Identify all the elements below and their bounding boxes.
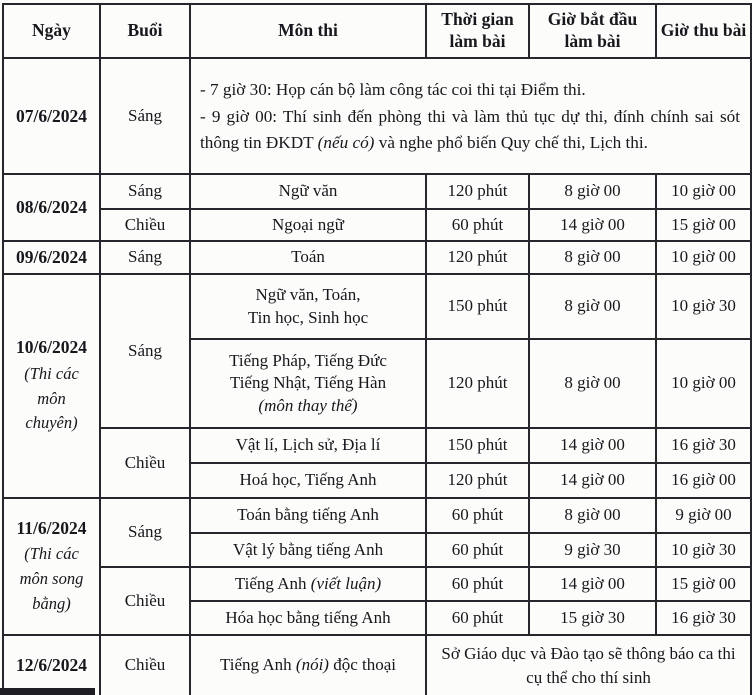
cell-duration: 60 phút [426,601,529,635]
row-10-6-pm1 [3,428,751,463]
cell-session-07-6: Sáng [100,58,190,174]
cell-date-08-6: 08/6/2024 [3,174,100,241]
cell-date-07-6: 07/6/2024 [3,58,100,174]
cell-collect: 10 giờ 00 [656,339,751,428]
cell-session: Sáng [100,241,190,274]
cell-start: 8 giờ 00 [529,174,656,209]
cell-collect: 9 giờ 00 [656,498,751,533]
cell-subject: Vật lý bằng tiếng Anh [190,533,426,567]
header-row [3,4,751,58]
cell-start: 14 giờ 00 [529,428,656,463]
cell-subject: Tiếng Anh (viết luận) [190,567,426,601]
cell-collect: 10 giờ 00 [656,174,751,209]
exam-schedule-table [2,3,752,695]
cell-duration: 60 phút [426,209,529,241]
cell-subject: Hóa học bằng tiếng Anh [190,601,426,635]
cell-collect: 10 giờ 00 [656,241,751,274]
header-collect-time: Giờ thu bài [656,4,751,58]
cell-collect: 15 giờ 00 [656,567,751,601]
cell-session: Chiều [100,635,190,695]
cell-collect: 16 giờ 30 [656,601,751,635]
cell-session: Sáng [100,498,190,567]
row-12-6 [3,635,751,695]
row-09-6 [3,241,751,274]
cell-start: 14 giờ 00 [529,567,656,601]
header-start-time: Giờ bắt đầu làm bài [529,4,656,58]
cell-collect: 10 giờ 30 [656,533,751,567]
header-date: Ngày [3,4,100,58]
cell-subject: Ngữ văn [190,174,426,209]
cell-duration: 60 phút [426,533,529,567]
cell-start: 8 giờ 00 [529,498,656,533]
cell-start: 14 giờ 00 [529,463,656,498]
cell-collect: 16 giờ 00 [656,463,751,498]
cell-subject: Tiếng Pháp, Tiếng Đức Tiếng Nhật, Tiếng Hàn (môn thay thế) [190,339,426,428]
cell-duration: 120 phút [426,174,529,209]
cell-session: Chiều [100,428,190,498]
cell-notes-07-6 [190,58,751,174]
row-11-6-am1 [3,498,751,533]
cell-subject: Tiếng Anh (nói) độc thoại [190,635,426,695]
header-session: Buổi [100,4,190,58]
cell-subject: Toán [190,241,426,274]
cell-start: 8 giờ 00 [529,339,656,428]
cell-start: 9 giờ 30 [529,533,656,567]
subject-italic: (viết luận) [310,573,382,593]
cell-duration: 120 phút [426,339,529,428]
cell-duration: 120 phút [426,241,529,274]
scan-artifact-bottom-border [0,688,95,695]
cell-session: Sáng [100,274,190,428]
cell-session: Chiều [100,209,190,241]
cell-start: 14 giờ 00 [529,209,656,241]
date-note: (Thi các môn chuyên) [24,363,79,433]
cell-duration: 120 phút [426,463,529,498]
cell-duration: 60 phút [426,567,529,601]
row-07-6 [3,58,751,174]
subject-italic-note: (môn thay thế) [258,395,358,415]
cell-date-10-6: 10/6/2024 (Thi các môn chuyên) [3,274,100,498]
row-10-6-am1 [3,274,751,339]
header-duration: Thời gian làm bài [426,4,529,58]
cell-session: Chiều [100,567,190,635]
cell-duration: 60 phút [426,498,529,533]
cell-subject: Vật lí, Lịch sử, Địa lí [190,428,426,463]
cell-subject: Toán bằng tiếng Anh [190,498,426,533]
row-11-6-pm1 [3,567,751,601]
note-line-1: - 7 giờ 30: Họp cán bộ làm công tác coi thi tại Điểm thi. [200,79,586,99]
row-08-6-pm [3,209,751,241]
note-italic: (nếu có) [317,132,375,152]
cell-date-12-6: 12/6/2024 [3,635,100,695]
cell-collect: 15 giờ 00 [656,209,751,241]
note-line-2: - 9 giờ 00: Thí sinh đến phòng thi và làm thủ tục dự thi, đính chính sai sót thông tin ĐKDT (nếu có) và nghe phổ biến Quy chế thi, Lịch thi. [200,107,740,152]
cell-collect: 16 giờ 30 [656,428,751,463]
cell-subject: Ngữ văn, Toán, Tin học, Sinh học [190,274,426,339]
cell-duration: 150 phút [426,274,529,339]
cell-subject: Hoá học, Tiếng Anh [190,463,426,498]
cell-collect: 10 giờ 30 [656,274,751,339]
cell-session: Sáng [100,174,190,209]
cell-date-09-6: 09/6/2024 [3,241,100,274]
cell-start: 8 giờ 00 [529,241,656,274]
cell-date-11-6: 11/6/2024 (Thi các môn song bằng) [3,498,100,635]
subject-italic: (nói) [295,655,329,675]
header-subject: Môn thi [190,4,426,58]
date-note: (Thi các môn song bằng) [19,544,84,613]
cell-subject: Ngoại ngữ [190,209,426,241]
cell-start: 8 giờ 00 [529,274,656,339]
cell-start: 15 giờ 30 [529,601,656,635]
row-08-6-am [3,174,751,209]
cell-duration: 150 phút [426,428,529,463]
cell-footer-note: Sở Giáo dục và Đào tạo sẽ thông báo ca thi cụ thể cho thí sinh [426,635,751,695]
